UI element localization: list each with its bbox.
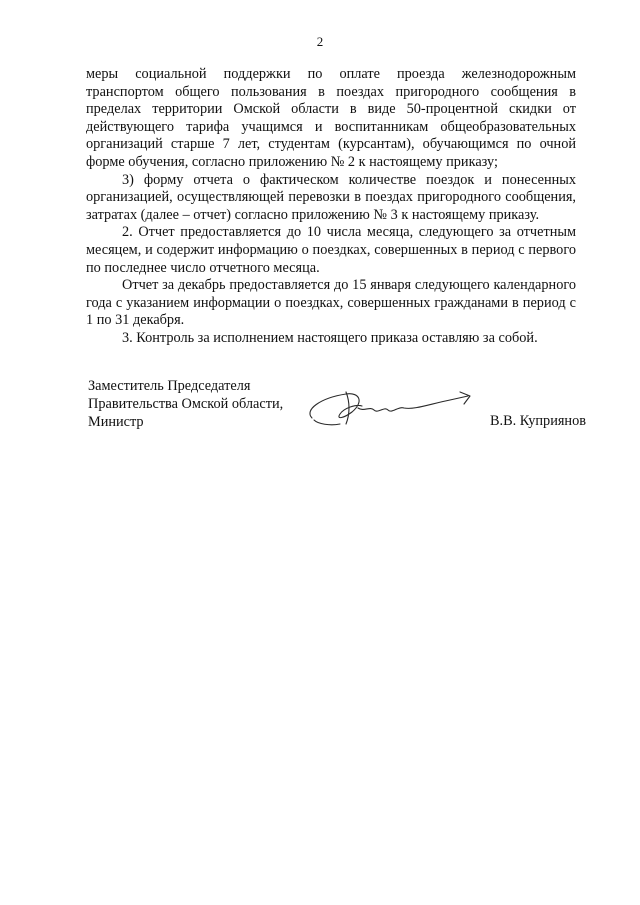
document-body [86, 66, 576, 348]
signer-name: В.В. Куприянов [490, 413, 586, 429]
paragraph-report-form: 3) форму отчета о фактическом количестве поездок и понесенных организацией, осуществляющей перевозки в поездах пригородного сообщения, затратах (далее – отчет) согласно приложению № 3 к настоящему приказу. [86, 171, 576, 223]
paragraph-report-deadline: 2. Отчет предоставляется до 10 числа месяца, следующего за отчетным месяцем, и содержит информацию о поездках, совершенных в период с первого по последнее число отчетного месяца. [86, 224, 576, 276]
paragraph-december-report: Отчет за декабрь предоставляется до 15 января следующего календарного года с указанием информации о поездках, совершенных гражданами в период с 1 по 31 декабря. [86, 277, 576, 329]
signatory-title-line: Правительства Омской области, [88, 396, 284, 412]
page-number: 2 [316, 34, 324, 49]
signatory-title-line: Заместитель Председателя [88, 378, 251, 394]
signatory-title [88, 377, 283, 431]
paragraph-control: 3. Контроль за исполнением настоящего приказа оставляю за собой. [122, 329, 538, 346]
signatory-title-line: Министр [88, 414, 144, 430]
handwritten-signature [300, 384, 475, 432]
paragraph-social-support: меры социальной поддержки по оплате проезда железнодорожным транспортом общего пользования в поездах пригородного сообщения в пределах территории Омской области в виде 50-процентной скидки от действующего тарифа учащимся и воспитанникам общеобразовательных организаций старше 7 лет, студентам (курсантам), обучающимся по очной форме обучения, согласно приложению № 2 к настоящему приказу; [86, 66, 576, 170]
